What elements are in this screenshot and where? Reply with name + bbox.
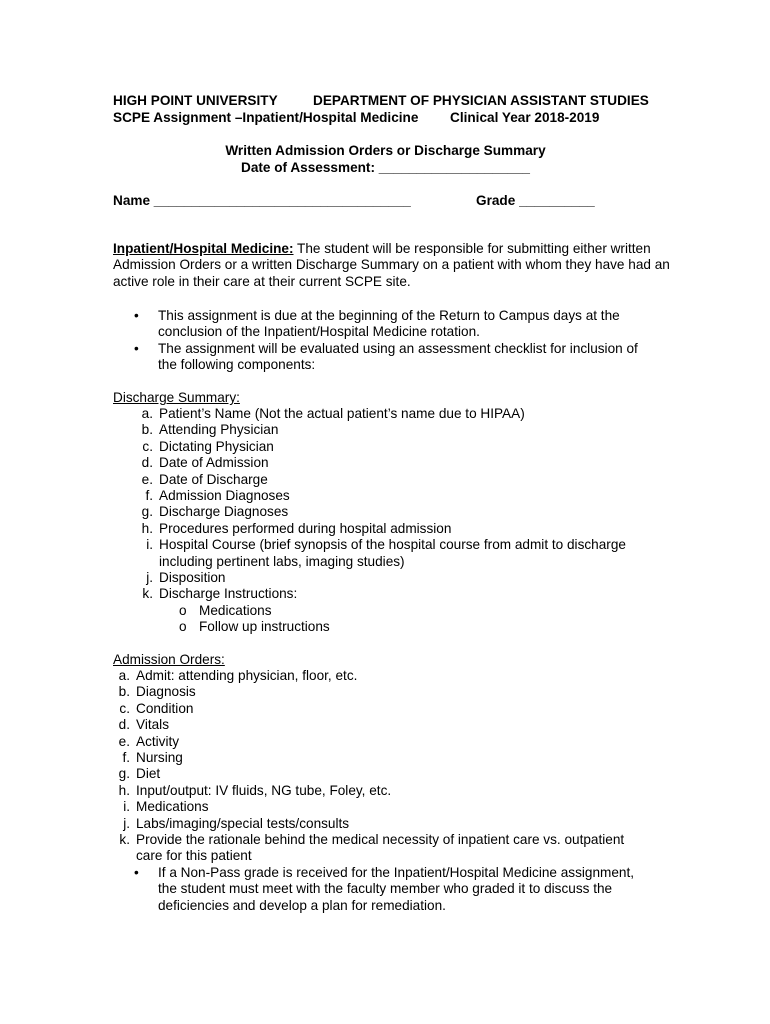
list-item: c. Dictating Physician: [142, 438, 274, 454]
list-item: • If a Non-Pass grade is received for the Inpatient/Hospital Medicine assignment, the student must meet with the faculty member who graded it to discuss the deficiencies and develop a plan for remediation.: [134, 865, 654, 914]
list-item: i. Hospital Course (brief synopsis of the hospital course from admit to discharge including pertinent labs, imaging studies): [146, 537, 626, 569]
list-item: g. Discharge Diagnoses: [141, 504, 289, 520]
discharge-instructions-sublist: [131, 603, 671, 636]
intro-paragraph: [113, 241, 673, 290]
assignment-title: SCPE Assignment –Inpatient/Hospital Medicine: [113, 110, 419, 125]
list-item: e. Date of Discharge: [141, 471, 268, 487]
list-item: j. Labs/imaging/special tests/consults: [123, 815, 350, 831]
list-item: o Medications: [177, 603, 671, 619]
intro-text: The student will be responsible for submitting either written Admission Orders or a written Discharge Summary on a patient with whom they have had an active role in their care at their current SCPE site.: [113, 241, 670, 289]
list-item: f. Nursing: [122, 750, 183, 766]
list-item: d. Date of Admission: [141, 455, 269, 471]
list-item: i. Medications: [123, 799, 209, 815]
list-item: g. Diet: [118, 766, 161, 782]
list-item: f. Admission Diagnoses: [145, 488, 290, 504]
grade-field: Grade __________: [476, 193, 595, 208]
list-item: b. Diagnosis: [118, 684, 196, 700]
list-item: d. Vitals: [118, 717, 169, 733]
list-item: h. Input/output: IV fluids, NG tube, Foley, etc.: [118, 782, 392, 798]
list-item: h. Procedures performed during hospital admission: [141, 520, 452, 536]
clinical-year: Clinical Year 2018-2019: [450, 110, 600, 125]
list-item: o Follow up instructions: [177, 619, 671, 635]
admission-orders-list: [108, 668, 668, 865]
list-item: • This assignment is due at the beginning of the Return to Campus days at the conclusion of the Inpatient/Hospital Medicine rotation.: [134, 308, 654, 341]
remediation-bullet: [134, 865, 654, 914]
list-item: k. Provide the rationale behind the medical necessity of inpatient care vs. outpatient care for this patient: [119, 832, 625, 864]
discharge-summary-list: [131, 406, 671, 636]
list-item: a. Patient’s Name (Not the actual patient’s name due to HIPAA): [141, 406, 525, 421]
list-item: c. Condition: [119, 700, 194, 716]
list-item: a. Admit: attending physician, floor, etc.: [118, 668, 358, 683]
list-item: e. Activity: [118, 733, 180, 749]
admission-orders-heading: Admission Orders:: [113, 652, 225, 667]
list-item: b. Attending Physician: [141, 422, 279, 438]
date-of-assessment: Date of Assessment: ____________________: [241, 160, 530, 175]
assignment-bullets: [134, 308, 654, 374]
list-item: • The assignment will be evaluated using an assessment checklist for inclusion of the following components:: [134, 341, 654, 374]
department-name: DEPARTMENT OF PHYSICIAN ASSISTANT STUDIES: [313, 93, 649, 108]
intro-label: Inpatient/Hospital Medicine:: [113, 241, 294, 256]
list-item: j. Disposition: [146, 570, 226, 586]
list-item: k. Discharge Instructions: o Medications o Follow up instructions: [131, 586, 671, 635]
name-field: Name __________________________________: [113, 193, 411, 208]
document-title: Written Admission Orders or Discharge Summary: [225, 143, 546, 158]
university-name: HIGH POINT UNIVERSITY: [113, 93, 278, 108]
discharge-summary-heading: Discharge Summary:: [113, 390, 240, 405]
